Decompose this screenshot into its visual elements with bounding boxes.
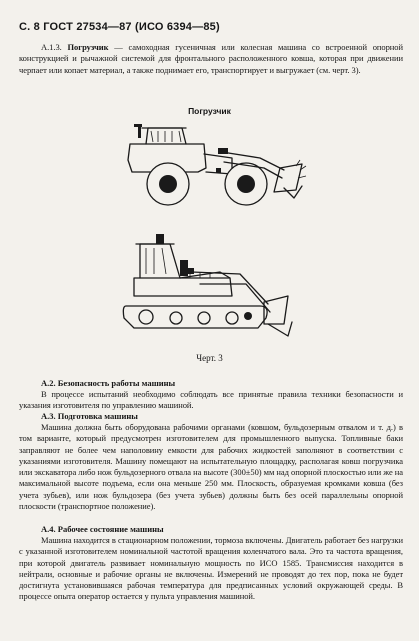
page-header: С. 8 ГОСТ 27534—87 (ИСО 6394—85) [19,21,220,33]
tracked-loader-drawing [120,232,340,347]
section-a4-heading: А.4. Рабочее состояние машины [41,524,164,534]
paragraph-a3: Машина должна быть оборудована рабочими органами (ковшом, бульдозерным отвалом и т. д.) в том варианте, который предусмотрен изготовителем для промышленного выпуска. Топливные баки заправляют не более чем наполовину емкости для рабочих жидкостей заполняют в соответствии с указаниями изготовителя. Машину помещают на испытательную площадку, располагая ковш погрузчика или экскаватора либо нож бульдозерного отвала на высоте (300±50) мм над опорной плоскостью или же на максимальной высоте подъема, если она меньше 250 мм. Плоскость, образуемая кромками ковша (без учета зубьев), или нож бульдозера (без учета зубьев) должны быть без осей параллельны опорной плоскости (транспортное положение). [19,422,403,512]
term-loader: Погрузчик [67,42,109,52]
section-a3-heading: А.3. Подготовка машины [41,411,138,421]
clause-number: А.1.3. [41,42,62,52]
wheel-loader-drawing [120,124,320,214]
term-definition: — самоходная гусеничная или колесная машина со встроенной опорной конструкцией и рычажной системой для фронтального расположенного ковша, которая при движении черпает или копает материал, а также поднимает его, транспортирует и выгружает (см. черт. 3). [19,42,404,75]
section-a2-heading: А.2. Безопасность работы машины [41,378,176,388]
figure-caption: Черт. 3 [196,353,223,363]
paragraph-a13 [19,42,403,76]
paragraph-a2: В процессе испытаний необходимо соблюдать все принятые правила техники безопасности и указания изготовителя по управлению машиной. [19,389,403,411]
figure-title: Погрузчик [188,106,231,116]
paragraph-a4: Машина находится в стационарном положении, тормоза включены. Двигатель работает без нагрузки с указанной изготовителем номинальной частотой вращения коленчатого вала. Это та частота вращения, при которой двигатель развивает номинальную мощность по ИСО 1585. Трансмиссия находится в нейтрали, основные и рабочие органы не включены. Измерений не проводят до тех пор, пока не будет достигнута установившаяся рабочая температура для предписанных условий окружающей среды. В процессе опыта оператор остается у пульта управления машиной. [19,535,403,602]
